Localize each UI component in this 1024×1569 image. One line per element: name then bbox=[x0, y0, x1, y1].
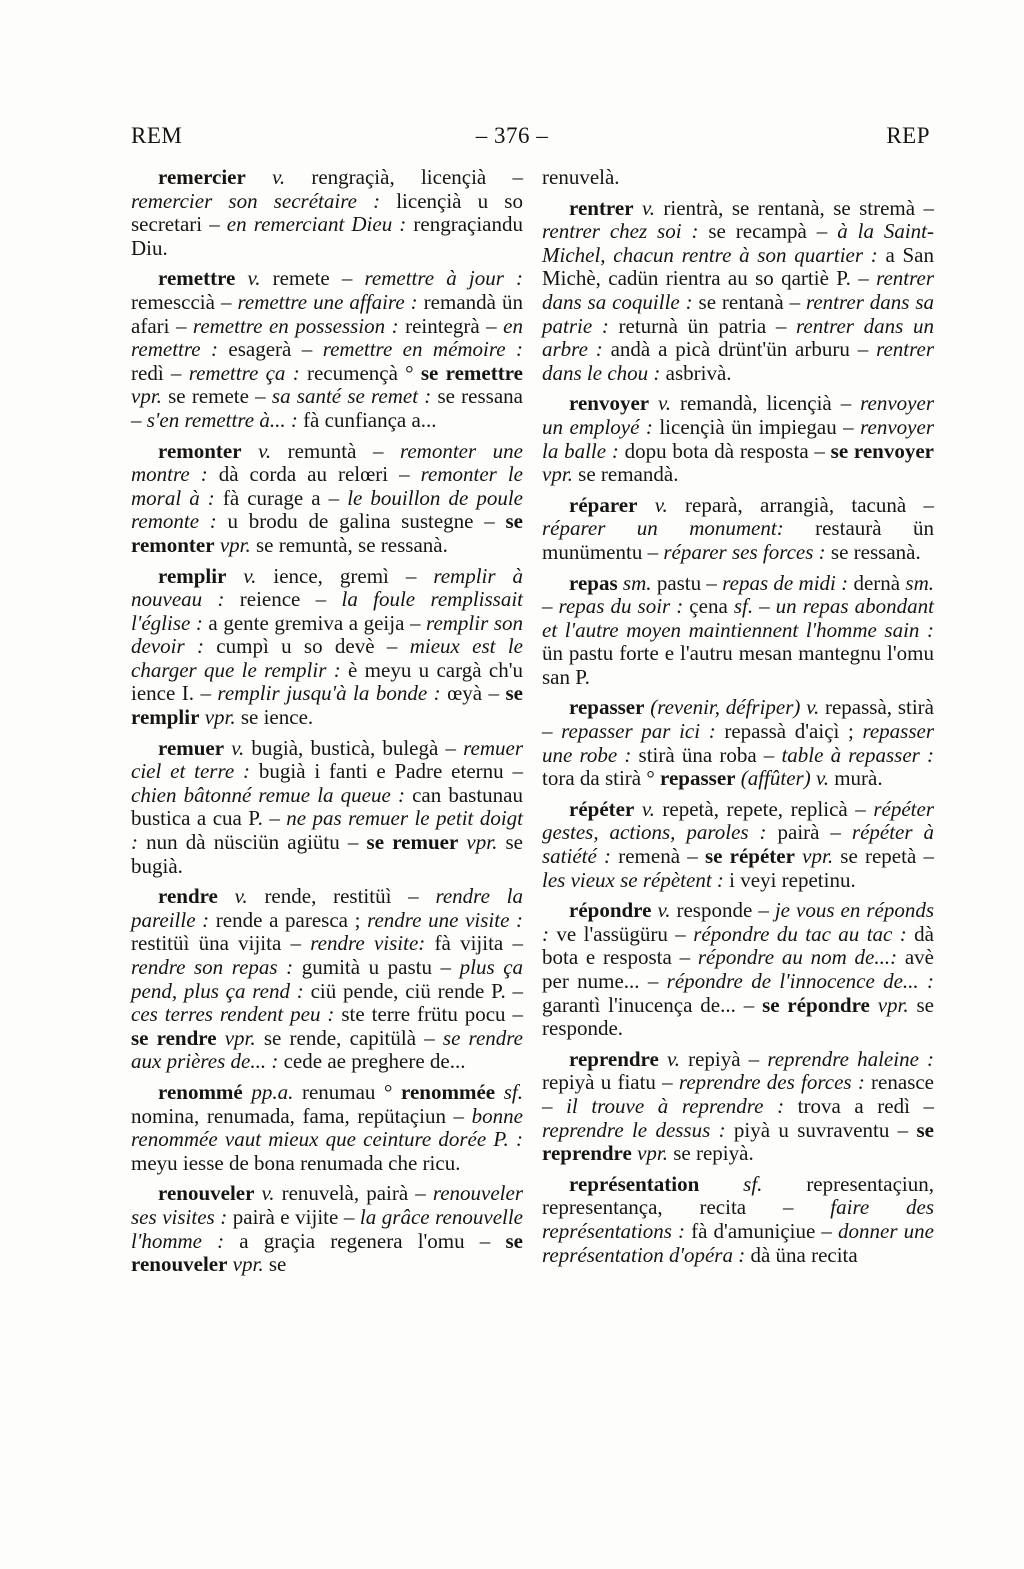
translation-text: se recampà – bbox=[698, 219, 838, 244]
translation-text: œyà – bbox=[440, 681, 506, 706]
italic-phrase: sf. bbox=[733, 594, 754, 619]
italic-phrase: répondre de l'innocence de... : bbox=[666, 969, 934, 993]
translation-text: dopu bota dà resposta – bbox=[618, 438, 831, 463]
italic-phrase: s'en remettre à... : bbox=[146, 407, 298, 432]
translation-text: tora da stirà ° bbox=[542, 766, 661, 791]
translation-text: a graçia regenera l'omu – bbox=[224, 1228, 506, 1253]
italic-phrase: mieux est le charger que le remplir : bbox=[131, 634, 523, 682]
dictionary-entry-renvoyer bbox=[542, 392, 934, 486]
headword: remplir bbox=[158, 563, 227, 588]
translation-text: responde – bbox=[670, 898, 775, 923]
translation-text: bugià, busticà, bulegà – bbox=[244, 735, 464, 760]
italic-phrase: réparer ses forces : bbox=[663, 539, 826, 564]
translation-text: se ressana – bbox=[131, 384, 523, 432]
headword: rendre bbox=[158, 884, 218, 909]
dictionary-entry-rendre bbox=[131, 885, 523, 1074]
translation-text: rende a paresca ; bbox=[209, 907, 368, 932]
headword: remettre bbox=[158, 266, 236, 291]
italic-phrase: repasser une robe : bbox=[542, 719, 934, 767]
translation-text: fà curage a – bbox=[214, 485, 348, 510]
italic-phrase: reprendre le dessus : bbox=[542, 1117, 726, 1142]
dictionary-entry-renouveler bbox=[131, 1182, 523, 1276]
translation-text: garantì l'inucença de... – bbox=[542, 992, 763, 1017]
italic-phrase: remettre une affaire : bbox=[237, 289, 418, 314]
headword: se répéter bbox=[704, 844, 795, 869]
translation-text: licençià u so secretari – bbox=[131, 188, 523, 237]
translation-text: trova a redì – bbox=[784, 1093, 934, 1118]
translation-text: stirà üna roba – bbox=[631, 742, 782, 767]
translation-text: remandà ün afari – bbox=[131, 289, 523, 338]
translation-text: nun dà nüsciün agiütu – bbox=[138, 830, 367, 855]
header-guide-word-right: REP bbox=[886, 123, 930, 148]
translation-text: se ience. bbox=[235, 705, 314, 730]
dictionary-entry-remettre bbox=[131, 267, 523, 432]
dictionary-entry-rentrer bbox=[542, 197, 934, 386]
translation-text: rengraçiandu Diu. bbox=[131, 212, 523, 260]
headword: renommé bbox=[158, 1079, 243, 1104]
italic-phrase: v. bbox=[241, 438, 272, 463]
translation-text: se ressanà. bbox=[825, 539, 921, 564]
italic-phrase: ne pas remuer le petit doigt : bbox=[131, 806, 523, 855]
translation-text: reience – bbox=[224, 587, 342, 612]
translation-text: pairà e vijite – bbox=[227, 1204, 360, 1229]
translation-text: remete – bbox=[260, 266, 365, 291]
italic-phrase: rendre une visite : bbox=[367, 907, 524, 932]
translation-text: se bugià. bbox=[131, 830, 524, 878]
translation-text: asbrivà. bbox=[660, 360, 732, 385]
italic-phrase: vpr. bbox=[631, 1141, 668, 1166]
headword: repasser bbox=[660, 766, 736, 791]
translation-text: rientrà, se rentanà, se stremà – bbox=[654, 195, 934, 220]
translation-text: gumità u pastu – bbox=[293, 955, 460, 979]
italic-phrase: chien bâtonné remue la queue : bbox=[131, 782, 405, 807]
translation-text: se remandà. bbox=[572, 462, 679, 487]
translation-text: se remete – bbox=[161, 384, 272, 409]
italic-phrase: remonter le moral à : bbox=[131, 462, 523, 510]
translation-text: repassà d'aiçì ; bbox=[715, 719, 863, 744]
italic-phrase: renouveler ses visites : bbox=[131, 1181, 523, 1229]
translation-text: rengraçià, licençià – bbox=[285, 165, 524, 189]
italic-phrase: remplir son devoir : bbox=[131, 610, 524, 659]
italic-phrase: v. bbox=[649, 391, 672, 416]
italic-phrase: répéter gestes, actions, paroles : bbox=[542, 796, 934, 845]
italic-phrase: vpr. bbox=[458, 830, 498, 855]
italic-phrase: v. bbox=[658, 1046, 680, 1071]
italic-phrase: v. bbox=[226, 563, 257, 588]
translation-text: licençià ün impiegau – bbox=[652, 414, 861, 439]
translation-text: se bbox=[263, 1252, 287, 1277]
italic-phrase: remettre en mémoire : bbox=[322, 337, 524, 362]
translation-text: se remuntà, se ressanà. bbox=[250, 532, 448, 557]
italic-phrase: il trouve à reprendre : bbox=[566, 1093, 785, 1118]
translation-text: renuvelà, pairà – bbox=[274, 1181, 433, 1206]
italic-phrase: repas de midi : bbox=[722, 570, 849, 595]
italic-phrase: la foule remplissait l'église : bbox=[131, 587, 524, 635]
headword: renouveler bbox=[158, 1181, 255, 1206]
translation-text: i veyi repetinu. bbox=[723, 867, 856, 892]
translation-text: – bbox=[542, 594, 559, 619]
translation-text: returnà ün patria – bbox=[608, 313, 797, 338]
translation-text: reparà, arrangià, tacunà – bbox=[667, 492, 935, 517]
translation-text: se repetà – bbox=[833, 844, 934, 869]
translation-text: pairà – bbox=[766, 820, 852, 845]
italic-phrase: renvoyer la balle : bbox=[542, 414, 934, 463]
headword: se reprendre bbox=[542, 1117, 934, 1166]
translation-text: can bastunau bustica a cua P. – bbox=[131, 782, 523, 831]
translation-text: recumençà ° bbox=[299, 360, 421, 385]
page-number: – 376 – bbox=[475, 123, 549, 148]
translation-text: renuvelà. bbox=[542, 165, 620, 189]
headword: se renouveler bbox=[131, 1228, 523, 1277]
italic-phrase: rendre son repas : bbox=[131, 955, 294, 979]
italic-phrase: repas du soir : bbox=[558, 594, 684, 619]
translation-text: ün pastu forte e l'autru mesan mantegnu l'omu san P. bbox=[542, 641, 934, 689]
italic-phrase: vpr. bbox=[794, 844, 834, 869]
translation-text: ve l'assügüru – bbox=[549, 921, 694, 946]
italic-phrase: reprendre des forces : bbox=[678, 1070, 865, 1095]
headword: réparer bbox=[569, 492, 638, 517]
translation-text: repassà, stirà – bbox=[542, 695, 934, 744]
dictionary-entry-repas bbox=[542, 572, 934, 690]
translation-text: u brodu de galina sustegne – bbox=[216, 509, 506, 534]
translation-text: piyà u suvraventu – bbox=[725, 1117, 917, 1142]
headword: se répondre bbox=[762, 992, 870, 1017]
dictionary-entry-repeter bbox=[542, 798, 934, 892]
headword: renommée bbox=[401, 1079, 496, 1104]
headword: rentrer bbox=[569, 195, 634, 220]
translation-text: a San Michè, cadün rientra au so qartiè P. – bbox=[542, 242, 934, 291]
translation-text: remesccià – bbox=[131, 289, 238, 314]
italic-phrase: remonter une montre : bbox=[131, 438, 523, 487]
italic-phrase: se rendre aux prières de... : bbox=[131, 1025, 523, 1074]
translation-text: restitüì üna vijita – bbox=[131, 931, 311, 956]
headword: se remonter bbox=[131, 509, 523, 557]
italic-phrase: plus ça pend, plus ça rend : bbox=[131, 955, 524, 1003]
italic-phrase: en remettre : bbox=[131, 313, 523, 362]
italic-phrase: donner une représentation d'opéra : bbox=[542, 1218, 934, 1267]
dictionary-entry-remonter bbox=[131, 440, 523, 558]
dictionary-entry-representation bbox=[542, 1173, 934, 1267]
headword: se renvoyer bbox=[830, 438, 934, 463]
translation-text: cumpì u so devè – bbox=[203, 634, 410, 659]
italic-phrase: sm. bbox=[617, 570, 652, 595]
translation-text: remandà, licençià – bbox=[671, 391, 861, 416]
translation-text: murà. bbox=[828, 766, 883, 791]
italic-phrase: remettre ça : bbox=[188, 360, 300, 385]
italic-phrase: rentrer dans sa coquille : bbox=[542, 266, 934, 314]
translation-text: dà bota e resposta – bbox=[542, 921, 934, 970]
translation-text: se rentanà – bbox=[692, 289, 806, 314]
translation-text: restaurà ün munümentu – bbox=[542, 516, 934, 564]
translation-text: dà üna recita bbox=[745, 1242, 858, 1267]
translation-text: a gente gremiva a geija – bbox=[202, 610, 427, 635]
italic-phrase: je vous en réponds : bbox=[542, 898, 934, 946]
italic-phrase: v. bbox=[245, 165, 286, 189]
italic-phrase: reprendre haleine : bbox=[767, 1046, 934, 1071]
italic-phrase: v. bbox=[217, 884, 248, 909]
italic-phrase: v. bbox=[224, 735, 245, 760]
translation-text: ciü pende, ciü rende P. – bbox=[303, 978, 523, 1003]
italic-phrase: rentrer dans le chou : bbox=[542, 337, 934, 385]
italic-phrase: v. bbox=[637, 492, 668, 517]
translation-text: se responde. bbox=[542, 992, 934, 1041]
italic-phrase: table à repasser : bbox=[781, 742, 934, 767]
headword: repas bbox=[569, 570, 618, 595]
dictionary-entry-reprendre bbox=[542, 1048, 934, 1166]
italic-phrase: rendre visite: bbox=[310, 931, 426, 956]
italic-phrase: sm. bbox=[905, 570, 934, 595]
dictionary-entry-reparer bbox=[542, 494, 934, 565]
translation-text: dà corda au relœri – bbox=[207, 462, 421, 487]
italic-phrase: vpr. bbox=[227, 1252, 264, 1277]
translation-text: ste terre frütu pocu – bbox=[334, 1002, 523, 1027]
italic-phrase: remuer ciel et terre : bbox=[131, 735, 523, 784]
translation-text: repiyà u fiatu – bbox=[542, 1070, 679, 1095]
italic-phrase: sa santé se remet : bbox=[271, 384, 432, 409]
translation-text: se repiyà. bbox=[668, 1141, 754, 1166]
headword: répéter bbox=[569, 796, 635, 821]
italic-phrase: sf. bbox=[699, 1171, 763, 1196]
italic-phrase: v. bbox=[254, 1181, 275, 1206]
dictionary-entry-remuer bbox=[131, 737, 523, 879]
italic-phrase: les vieux se répètent : bbox=[542, 867, 724, 892]
italic-phrase: répéter à satiété : bbox=[542, 820, 934, 869]
italic-phrase: (affûter) v. bbox=[735, 766, 829, 791]
headword: se rendre bbox=[131, 1025, 217, 1050]
translation-text: ience, gremì – bbox=[256, 563, 434, 588]
italic-phrase: pp.a. bbox=[242, 1079, 294, 1104]
italic-phrase: vpr. bbox=[869, 992, 909, 1017]
translation-text: remuntà – bbox=[271, 438, 400, 463]
translation-text: esagerà – bbox=[218, 337, 323, 362]
italic-phrase: remettre en possession : bbox=[192, 313, 399, 338]
headword: renvoyer bbox=[569, 391, 650, 416]
translation-text: bugià i fanti e Padre eternu – bbox=[250, 759, 523, 784]
italic-phrase: vpr. bbox=[131, 384, 162, 409]
italic-phrase: faire des représentations : bbox=[542, 1195, 934, 1243]
translation-text: nomina, renumada, fama, repütaçiun – bbox=[131, 1103, 472, 1128]
italic-phrase: répondre au nom de...: bbox=[697, 945, 898, 970]
italic-phrase: remplir jusqu'à la bonde : bbox=[217, 681, 441, 706]
dictionary-entry-repondre bbox=[542, 899, 934, 1041]
translation-text: è meyu u cargà ch'u ience I. – bbox=[131, 657, 523, 706]
headword: repasser bbox=[569, 695, 645, 720]
italic-phrase: le bouillon de poule remonte : bbox=[131, 485, 524, 534]
italic-phrase: la grâce renouvelle l'homme : bbox=[131, 1204, 524, 1253]
headword: répondre bbox=[569, 898, 652, 923]
italic-phrase: v. bbox=[634, 796, 655, 821]
italic-phrase: v. bbox=[651, 898, 671, 923]
translation-text: fà vijita – bbox=[425, 931, 523, 956]
italic-phrase: v. bbox=[235, 266, 261, 291]
translation-text: cede ae preghere de... bbox=[278, 1049, 466, 1074]
dictionary-entry-remercier bbox=[131, 166, 523, 260]
italic-phrase: v. bbox=[633, 195, 655, 220]
headword: reprendre bbox=[569, 1046, 659, 1071]
translation-text: – bbox=[753, 594, 776, 619]
headword: se remplir bbox=[131, 681, 523, 730]
italic-phrase: (revenir, défriper) v. bbox=[644, 695, 820, 720]
dictionary-entry-repasser bbox=[542, 696, 934, 790]
italic-phrase: renvoyer un employé : bbox=[542, 391, 934, 439]
translation-text: pastu – bbox=[651, 570, 723, 595]
italic-phrase: rentrer dans sa patrie : bbox=[542, 289, 934, 338]
italic-phrase: en remerciant Dieu : bbox=[226, 212, 407, 237]
translation-text: avè per nume... – bbox=[542, 945, 934, 993]
headword: remercier bbox=[158, 165, 246, 189]
italic-phrase: vpr. bbox=[199, 705, 236, 730]
translation-text: se rende, capitülà – bbox=[255, 1025, 443, 1050]
translation-text: renasce – bbox=[542, 1070, 935, 1118]
translation-text: andà a picà drünt'ün arburu – bbox=[602, 337, 877, 362]
translation-text: fà cunfiança a... bbox=[297, 407, 437, 432]
italic-phrase: ces terres rendent peu : bbox=[131, 1002, 335, 1027]
translation-text: repiyà – bbox=[679, 1046, 768, 1071]
italic-phrase: vpr. bbox=[542, 462, 573, 487]
headword: se remuer bbox=[366, 830, 459, 855]
headword: remuer bbox=[158, 735, 225, 760]
translation-text: fà d'amuniçiue – bbox=[685, 1218, 839, 1243]
italic-phrase: répondre du tac au tac : bbox=[693, 921, 907, 946]
header-guide-word-left: REM bbox=[131, 123, 183, 148]
dictionary-column-right bbox=[542, 166, 934, 1274]
italic-phrase: rendre la pareille : bbox=[131, 884, 523, 932]
dictionary-entry-renomme bbox=[131, 1081, 523, 1175]
italic-phrase: vpr. bbox=[214, 532, 251, 557]
italic-phrase: rentrer chez soi : bbox=[542, 219, 699, 244]
translation-text: çena bbox=[683, 594, 734, 619]
headword: se remettre bbox=[420, 360, 523, 385]
translation-text: meyu iesse de bona renumada che ricu. bbox=[131, 1150, 461, 1175]
dictionary-column-left bbox=[131, 166, 523, 1284]
italic-phrase: un repas abondant et l'autre moyen maintiennent l'homme sain : bbox=[542, 594, 934, 642]
translation-text: remenà – bbox=[611, 844, 705, 869]
translation-text: representaçiun, representança, recita – bbox=[542, 1171, 934, 1220]
italic-phrase: sf. bbox=[495, 1079, 523, 1104]
dictionary-entry-remplir bbox=[131, 565, 523, 730]
italic-phrase: remettre à jour : bbox=[364, 266, 524, 291]
italic-phrase: vpr. bbox=[216, 1025, 256, 1050]
translation-text: dernà bbox=[848, 570, 906, 595]
translation-text: repetà, repete, replicà – bbox=[654, 796, 874, 821]
italic-phrase: repasser par ici : bbox=[561, 719, 716, 744]
italic-phrase: remplir à nouveau : bbox=[131, 563, 523, 612]
dictionary-entry-renouveler-continuation bbox=[542, 166, 934, 190]
italic-phrase: à la Saint-Michel, chacun rentre à son quartier : bbox=[542, 219, 935, 267]
italic-phrase: remercier son secrétaire : bbox=[131, 188, 381, 213]
translation-text: rende, restitüì – bbox=[247, 884, 436, 909]
translation-text: renumau ° bbox=[293, 1079, 402, 1104]
translation-text: reintegrà – bbox=[398, 313, 504, 338]
italic-phrase: rentrer dans un arbre : bbox=[542, 313, 935, 362]
italic-phrase: réparer un monument: bbox=[542, 516, 784, 541]
translation-text: redì – bbox=[131, 360, 189, 385]
running-head bbox=[0, 123, 1024, 153]
headword: représentation bbox=[569, 1171, 700, 1196]
italic-phrase: bonne renommée vaut mieux que ceinture dorée P. : bbox=[131, 1103, 523, 1152]
headword: remonter bbox=[158, 438, 242, 463]
